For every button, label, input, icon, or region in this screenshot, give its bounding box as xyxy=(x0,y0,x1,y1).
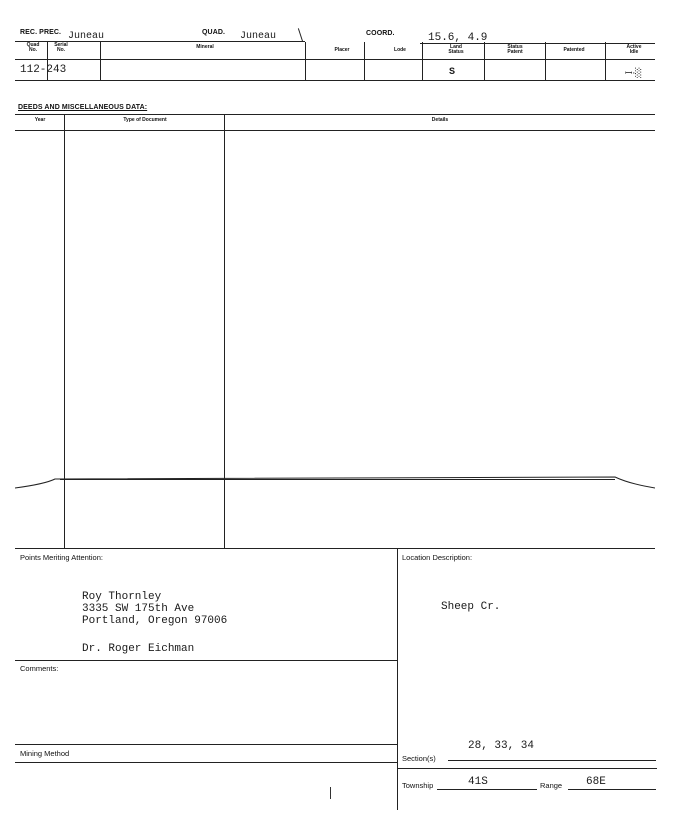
col-serial-no: Serial No. xyxy=(54,42,68,53)
section-label: Section(s) xyxy=(402,754,436,763)
mining-top-line xyxy=(15,744,397,745)
mining-label: Mining Method xyxy=(20,749,70,758)
points-label: Points Meriting Attention: xyxy=(20,553,103,562)
rec-prec-value: Juneau xyxy=(68,31,105,42)
col-mineral: Mineral xyxy=(196,44,214,50)
coord-label: COORD. xyxy=(366,30,395,37)
points-line-1: Roy Thornley xyxy=(82,591,162,603)
deeds-header-line xyxy=(15,130,655,131)
header-slash xyxy=(298,28,303,42)
rec-prec-label: REC. PREC. xyxy=(20,29,62,36)
township-label: Township xyxy=(402,781,434,790)
comments-top-line xyxy=(15,660,397,661)
vsep-7 xyxy=(545,42,546,80)
township-underline xyxy=(437,789,537,790)
vsep-1 xyxy=(47,42,48,80)
deeds-col-year: Year xyxy=(34,117,46,123)
points-line-3: Portland, Oregon 97006 xyxy=(82,615,228,627)
quad-label: QUAD. xyxy=(202,29,226,36)
deeds-heading: DEEDS AND MISCELLANEOUS DATA: xyxy=(18,104,148,111)
fold-line-straight xyxy=(60,479,615,480)
col-status-patented: Status Patent xyxy=(507,44,523,55)
township-top-line xyxy=(397,768,657,769)
vsep-2 xyxy=(100,42,101,80)
lower-vsep xyxy=(397,548,398,810)
land-status-value: S xyxy=(449,67,456,78)
points-line-4: Dr. Roger Eichman xyxy=(82,643,195,655)
comments-label: Comments: xyxy=(20,664,59,673)
deeds-bottom-line xyxy=(15,548,655,549)
vsep-5 xyxy=(422,42,423,80)
deeds-col-details: Details xyxy=(431,117,449,123)
col-active-idle: Active Idle xyxy=(626,44,642,55)
section-underline xyxy=(448,760,656,761)
section-value: 28, 33, 34 xyxy=(468,740,535,752)
fold-line xyxy=(15,470,655,492)
township-value: 41S xyxy=(468,776,488,788)
vsep-4 xyxy=(364,42,365,80)
stray-mark xyxy=(330,787,331,799)
coord-value: 15.6, 4.9 xyxy=(428,32,488,44)
deeds-col-type: Type of Document xyxy=(123,117,167,123)
col-placer: Placer xyxy=(334,47,350,53)
col-quad-no: Quad No. xyxy=(26,42,40,53)
location-label: Location Description: xyxy=(402,553,473,562)
points-line-2: 3335 SW 175th Ave xyxy=(82,603,195,615)
range-value: 68E xyxy=(586,776,606,788)
active-mark: ꟷ·░ xyxy=(625,69,643,79)
mining-bottom-line xyxy=(15,762,397,763)
deeds-top-line xyxy=(15,114,655,115)
col-land-status: Land Status xyxy=(448,44,464,55)
col-lode: Lode xyxy=(394,47,406,53)
row-divider-top xyxy=(15,59,655,60)
range-underline xyxy=(568,789,656,790)
location-value: Sheep Cr. xyxy=(441,601,501,613)
col-patented: Patented xyxy=(563,47,585,53)
vsep-3 xyxy=(305,42,306,80)
quad-value: Juneau xyxy=(240,31,277,42)
vsep-6 xyxy=(484,42,485,80)
row-divider-bottom xyxy=(15,80,655,81)
range-label: Range xyxy=(540,781,563,790)
quad-serial-value: 112-243 xyxy=(20,64,67,76)
vsep-8 xyxy=(605,42,606,80)
